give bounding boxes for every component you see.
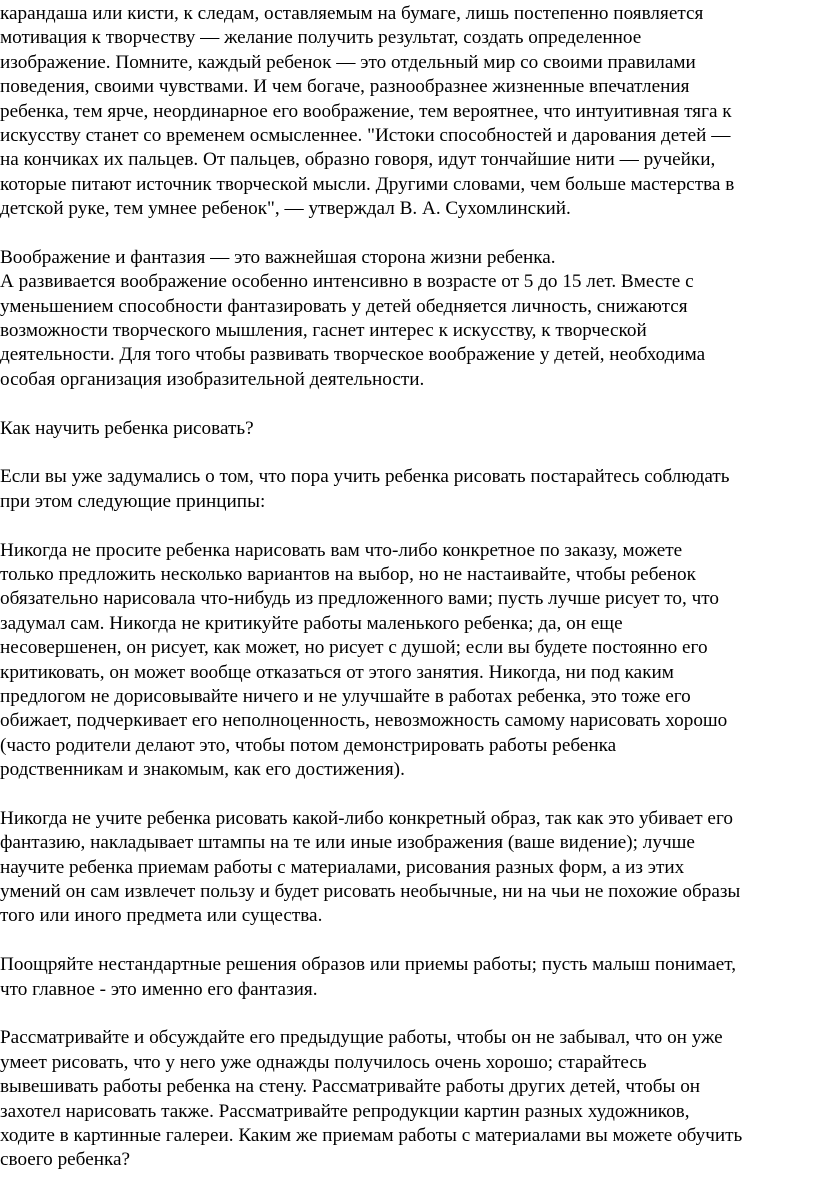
text-line: умеет рисовать, что у него уже однажды получилось очень хорошо; старайтесь [0, 1051, 647, 1073]
paragraph-spacer [0, 1002, 814, 1026]
text-line: Если вы уже задумались о том, что пора учить ребенка рисовать постарайтесь соблюдать [0, 466, 730, 488]
text-line: умений он сам извлечет пользу и будет рисовать необычные, ни на чьи не похожие образы [0, 881, 741, 903]
text-line: ходите в картинные галереи. Каким же приемам работы с материалами вы можете обучить [0, 1124, 743, 1146]
text-line: Поощряйте нестандартные решения образов или приемы работы; пусть малыш понимает, [0, 954, 737, 976]
text-line: мотивация к творчеству — желание получить результат, создать определенное [0, 27, 642, 49]
paragraph-spacer [0, 392, 814, 416]
paragraph-encourage [0, 953, 814, 1002]
text-line: Рассматривайте и обсуждайте его предыдущие работы, чтобы он не забывал, что он уже [0, 1027, 723, 1049]
text-line: Никогда не учите ребенка рисовать какой-либо конкретный образ, так как это убивает его [0, 807, 733, 829]
text-line: несовершенен, он рисует, как может, но рисует с душой; если вы будете постоянно его [0, 637, 708, 659]
text-line: на кончиках их пальцев. От пальцев, образно говоря, идут тончайшие нити — ручейки, [0, 149, 716, 171]
text-line: захотел нарисовать также. Рассматривайте репродукции картин разных художников, [0, 1100, 690, 1122]
text-line: обязательно нарисовала что-нибудь из предложенного вами; пусть лучше рисует то, что [0, 588, 719, 610]
text-line: фантазию, накладывает штампы на те или иные изображения (ваше видение); лучше [0, 832, 695, 854]
paragraph-never-teach [0, 807, 814, 929]
paragraph-spacer [0, 783, 814, 807]
paragraph-intro [0, 2, 814, 222]
text-line: возможности творческого мышления, гаснет интерес к искусству, к творческой [0, 320, 647, 342]
text-line: предлогом не дорисовывайте ничего и не улучшайте в работах ребенка, это тоже его [0, 685, 691, 707]
text-line: искусству станет со временем осмысленнее. "Истоки способностей и дарования детей — [0, 124, 731, 146]
paragraph-spacer [0, 222, 814, 246]
paragraph-principles-intro [0, 465, 814, 514]
text-line: родственникам и знакомым, как его достижения). [0, 759, 405, 781]
text-line: только предложить несколько вариантов на выбор, но не настаивайте, чтобы ребенок [0, 563, 696, 585]
text-line: своего ребенка? [0, 1149, 131, 1171]
text-line: вывешивать работы ребенка на стену. Рассматривайте работы других детей, чтобы он [0, 1076, 701, 1098]
text-line: уменьшением способности фантазировать у детей обедняется личность, снижаются [0, 295, 688, 317]
text-line: А развивается воображение особенно интенсивно в возрасте от 5 до 15 лет. Вместе с [0, 271, 694, 293]
paragraph-imagination [0, 246, 814, 392]
text-line: ребенка, тем ярче, неординарное его воображение, тем вероятнее, что интуитивная тяга к [0, 100, 732, 122]
text-line: Никогда не просите ребенка нарисовать вам что-либо конкретное по заказу, можете [0, 539, 683, 561]
paragraph-spacer [0, 441, 814, 465]
text-line: поведения, своими чувствами. И чем богаче, разнообразнее жизненные впечатления [0, 76, 690, 98]
text-line: того или иного предмета или существа. [0, 905, 323, 927]
text-line: обижает, подчеркивает его неполноценность, невозможность самому нарисовать хорошо [0, 710, 728, 732]
text-line: деятельности. Для того чтобы развивать творческое воображение у детей, необходима [0, 344, 706, 366]
text-line: научите ребенка приемам работы с материалами, рисования разных форм, а из этих [0, 856, 685, 878]
paragraph-never-ask [0, 539, 814, 783]
text-line: при этом следующие принципы: [0, 490, 266, 512]
text-line: которые питают источник творческой мысли. Другими словами, чем больше мастерства в [0, 173, 735, 195]
paragraph-discuss [0, 1026, 814, 1172]
paragraph-spacer [0, 514, 814, 538]
text-line: карандаша или кисти, к следам, оставляемым на бумаге, лишь постепенно появляется [0, 3, 704, 24]
text-line: изображение. Помните, каждый ребенок — это отдельный мир со своими правилами [0, 51, 696, 73]
text-line: детской руке, тем умнее ребенок", — утверждал В. А. Сухомлинский. [0, 198, 571, 220]
text-line: задумал сам. Никогда не критикуйте работы маленького ребенка; да, он еще [0, 612, 623, 634]
text-line: что главное - это именно его фантазия. [0, 978, 318, 1000]
text-line: Воображение и фантазия — это важнейшая сторона жизни ребенка. [0, 246, 556, 268]
section-question: Как научить ребенка рисовать? [0, 417, 254, 439]
text-line: критиковать, он может вообще отказаться от этого занятия. Никогда, ни под каким [0, 661, 674, 683]
text-line: (часто родители делают это, чтобы потом демонстрировать работы ребенка [0, 734, 617, 756]
text-line: особая организация изобразительной деятельности. [0, 368, 425, 390]
paragraph-spacer [0, 929, 814, 953]
